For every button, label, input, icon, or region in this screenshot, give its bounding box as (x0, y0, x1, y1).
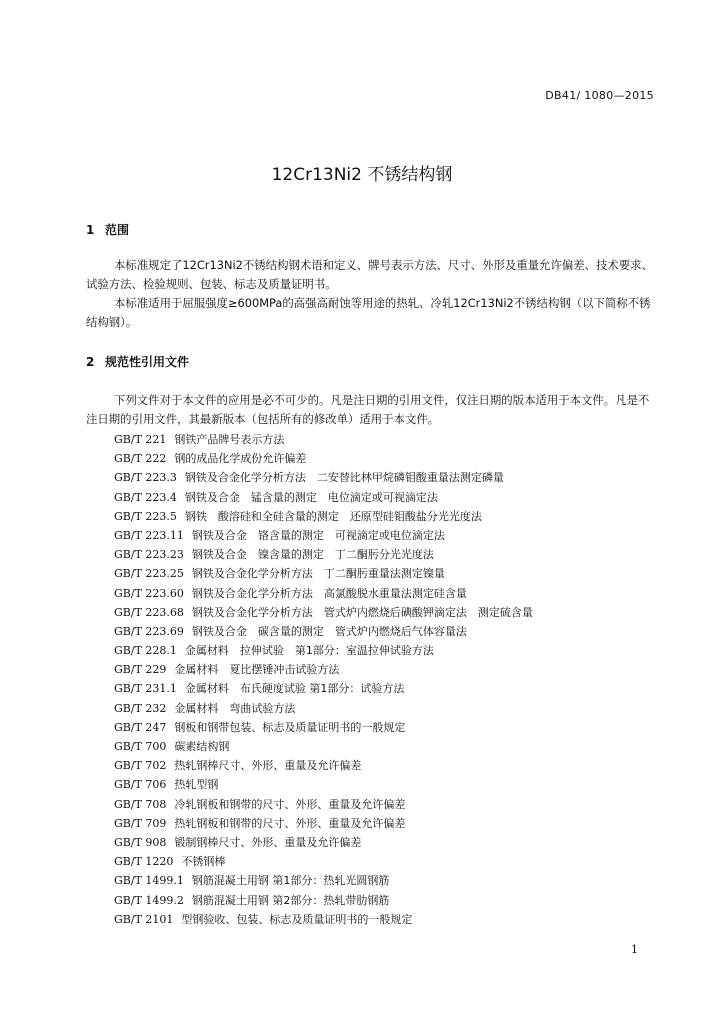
section-heading-scope (86, 221, 129, 238)
reference-code: GB/T 1499.1 (114, 874, 184, 888)
reference-item (114, 526, 533, 545)
reference-title: 钢铁及合金 锰含量的测定 电位滴定或可视滴定法 (184, 490, 438, 504)
reference-item (114, 775, 533, 794)
reference-code: GB/T 223.69 (114, 624, 184, 638)
reference-code: GB/T 229 (114, 663, 167, 677)
reference-title: 钢筋混凝土用钢 第2部分：热轧带肋钢筋 (191, 893, 390, 907)
reference-item (114, 660, 533, 679)
reference-title: 钢铁及合金 镍含量的测定 丁二酮肟分光光度法 (191, 548, 434, 562)
references-intro-paragraph: 下列文件对于本文件的应用是必不可少的。凡是注日期的引用文件，仅注日期的版本适用于本文件。凡是不注日期的引用文件，其最新版本（包括所有的修改单）适用于本文件。 (86, 393, 650, 426)
reference-code: GB/T 223.11 (114, 528, 184, 542)
document-code-header: DB41/ 1080—2015 (545, 89, 654, 102)
reference-code: GB/T 223.68 (114, 605, 184, 619)
reference-code: GB/T 1499.2 (114, 893, 184, 907)
reference-title: 钢铁及合金化学分析方法 管式炉内燃烧后碘酸钾滴定法 测定硫含量 (191, 605, 533, 619)
reference-title: 钢铁及合金化学分析方法 二安替比林甲烷磷钼酸重量法测定磷量 (184, 471, 504, 485)
reference-code: GB/T 702 (114, 759, 167, 773)
section-heading-normative-references (86, 353, 189, 370)
reference-code: GB/T 706 (114, 778, 167, 792)
reference-item (114, 891, 533, 910)
reference-code: GB/T 223.4 (114, 490, 177, 504)
reference-title: 钢铁产品牌号表示方法 (174, 433, 285, 446)
reference-code: GB/T 223.23 (114, 548, 184, 562)
reference-code: GB/T 709 (114, 816, 167, 830)
reference-code: GB/T 222 (114, 452, 167, 466)
reference-item (114, 564, 533, 583)
reference-title: 热轧型钢 (174, 778, 219, 792)
page-number: 1 (631, 943, 638, 956)
reference-item (114, 430, 533, 449)
reference-item (114, 852, 533, 871)
section-title: 范围 (105, 223, 130, 237)
scope-paragraph-2: 本标准适用于屈服强度≥600MPa的高强高耐蚀等用途的热轧、冷轧12Cr13Ni2不锈结构钢（以下简称不锈结构钢）。 (86, 296, 651, 329)
reference-code: GB/T 228.1 (114, 644, 177, 658)
reference-item (114, 468, 533, 487)
reference-code: GB/T 1220 (114, 855, 174, 869)
reference-item (114, 584, 533, 603)
reference-item (114, 679, 533, 698)
reference-title: 热轧钢板和钢带的尺寸、外形、重量及允许偏差 (174, 816, 406, 830)
reference-item (114, 603, 533, 622)
reference-code: GB/T 700 (114, 740, 167, 753)
reference-item (114, 449, 533, 468)
reference-item (114, 737, 533, 756)
reference-code: GB/T 221 (114, 433, 167, 446)
reference-title: 碳素结构钢 (174, 740, 230, 753)
reference-item (114, 910, 533, 929)
reference-item (114, 699, 533, 718)
reference-list (114, 430, 533, 929)
reference-title: 钢板和钢带包装、标志及质量证明书的一般规定 (174, 720, 406, 734)
reference-item (114, 756, 533, 775)
section-number: 1 (86, 223, 95, 237)
reference-title: 金属材料 布氏硬度试验 第1部分：试验方法 (184, 682, 405, 696)
reference-item (114, 871, 533, 890)
reference-title: 钢铁 酸溶硅和全硅含量的测定 还原型硅钼酸盐分光光度法 (184, 509, 482, 523)
reference-title: 钢的成品化学成份允许偏差 (174, 452, 307, 466)
document-title: 12Cr13Ni2 不锈结构钢 (271, 165, 453, 185)
reference-item (114, 641, 533, 660)
reference-code: GB/T 223.3 (114, 471, 177, 485)
reference-title: 不锈钢棒 (181, 855, 226, 869)
reference-title: 钢铁及合金化学分析方法 高氯酸脱水重量法测定硅含量 (191, 586, 467, 600)
reference-item (114, 545, 533, 564)
reference-item (114, 622, 533, 641)
reference-title: 钢铁及合金化学分析方法 丁二酮肟重量法测定镍量 (191, 567, 445, 581)
reference-title: 型钢验收、包装、标志及质量证明书的一般规定 (181, 912, 413, 926)
reference-code: GB/T 247 (114, 720, 167, 734)
reference-code: GB/T 708 (114, 797, 167, 811)
reference-title: 钢筋混凝土用钢 第1部分：热轧光圆钢筋 (191, 874, 390, 888)
reference-code: GB/T 223.60 (114, 586, 184, 600)
reference-title: 钢铁及合金 碳含量的测定 管式炉内燃烧后气体容量法 (191, 624, 467, 638)
section-title: 规范性引用文件 (105, 355, 190, 369)
reference-code: GB/T 223.25 (114, 567, 184, 581)
reference-item (114, 718, 533, 737)
section-number: 2 (86, 355, 95, 369)
reference-item (114, 488, 533, 507)
reference-item (114, 795, 533, 814)
reference-code: GB/T 232 (114, 701, 167, 715)
reference-title: 热轧钢棒尺寸、外形、重量及允许偏差 (174, 759, 362, 773)
reference-title: 金属材料 弯曲试验方法 (174, 701, 296, 715)
scope-paragraph-1: 本标准规定了12Cr13Ni2不锈结构钢术语和定义、牌号表示方法、尺寸、外形及重量允许偏差、技术要求、试验方法、检验规则、包装、标志及质量证明书。 (86, 258, 653, 291)
reference-title: 钢铁及合金 铬含量的测定 可视滴定或电位滴定法 (191, 528, 445, 542)
reference-code: GB/T 908 (114, 835, 167, 849)
reference-title: 冷轧钢板和钢带的尺寸、外形、重量及允许偏差 (174, 797, 406, 811)
reference-code: GB/T 2101 (114, 912, 174, 926)
reference-title: 金属材料 拉伸试验 第1部分：室温拉伸试验方法 (184, 644, 434, 658)
reference-code: GB/T 231.1 (114, 682, 177, 696)
reference-item (114, 833, 533, 852)
reference-title: 金属材料 夏比摆锤冲击试验方法 (174, 663, 340, 677)
reference-code: GB/T 223.5 (114, 509, 177, 523)
reference-title: 锻制钢棒尺寸、外形、重量及允许偏差 (174, 835, 362, 849)
reference-item (114, 814, 533, 833)
reference-item (114, 507, 533, 526)
